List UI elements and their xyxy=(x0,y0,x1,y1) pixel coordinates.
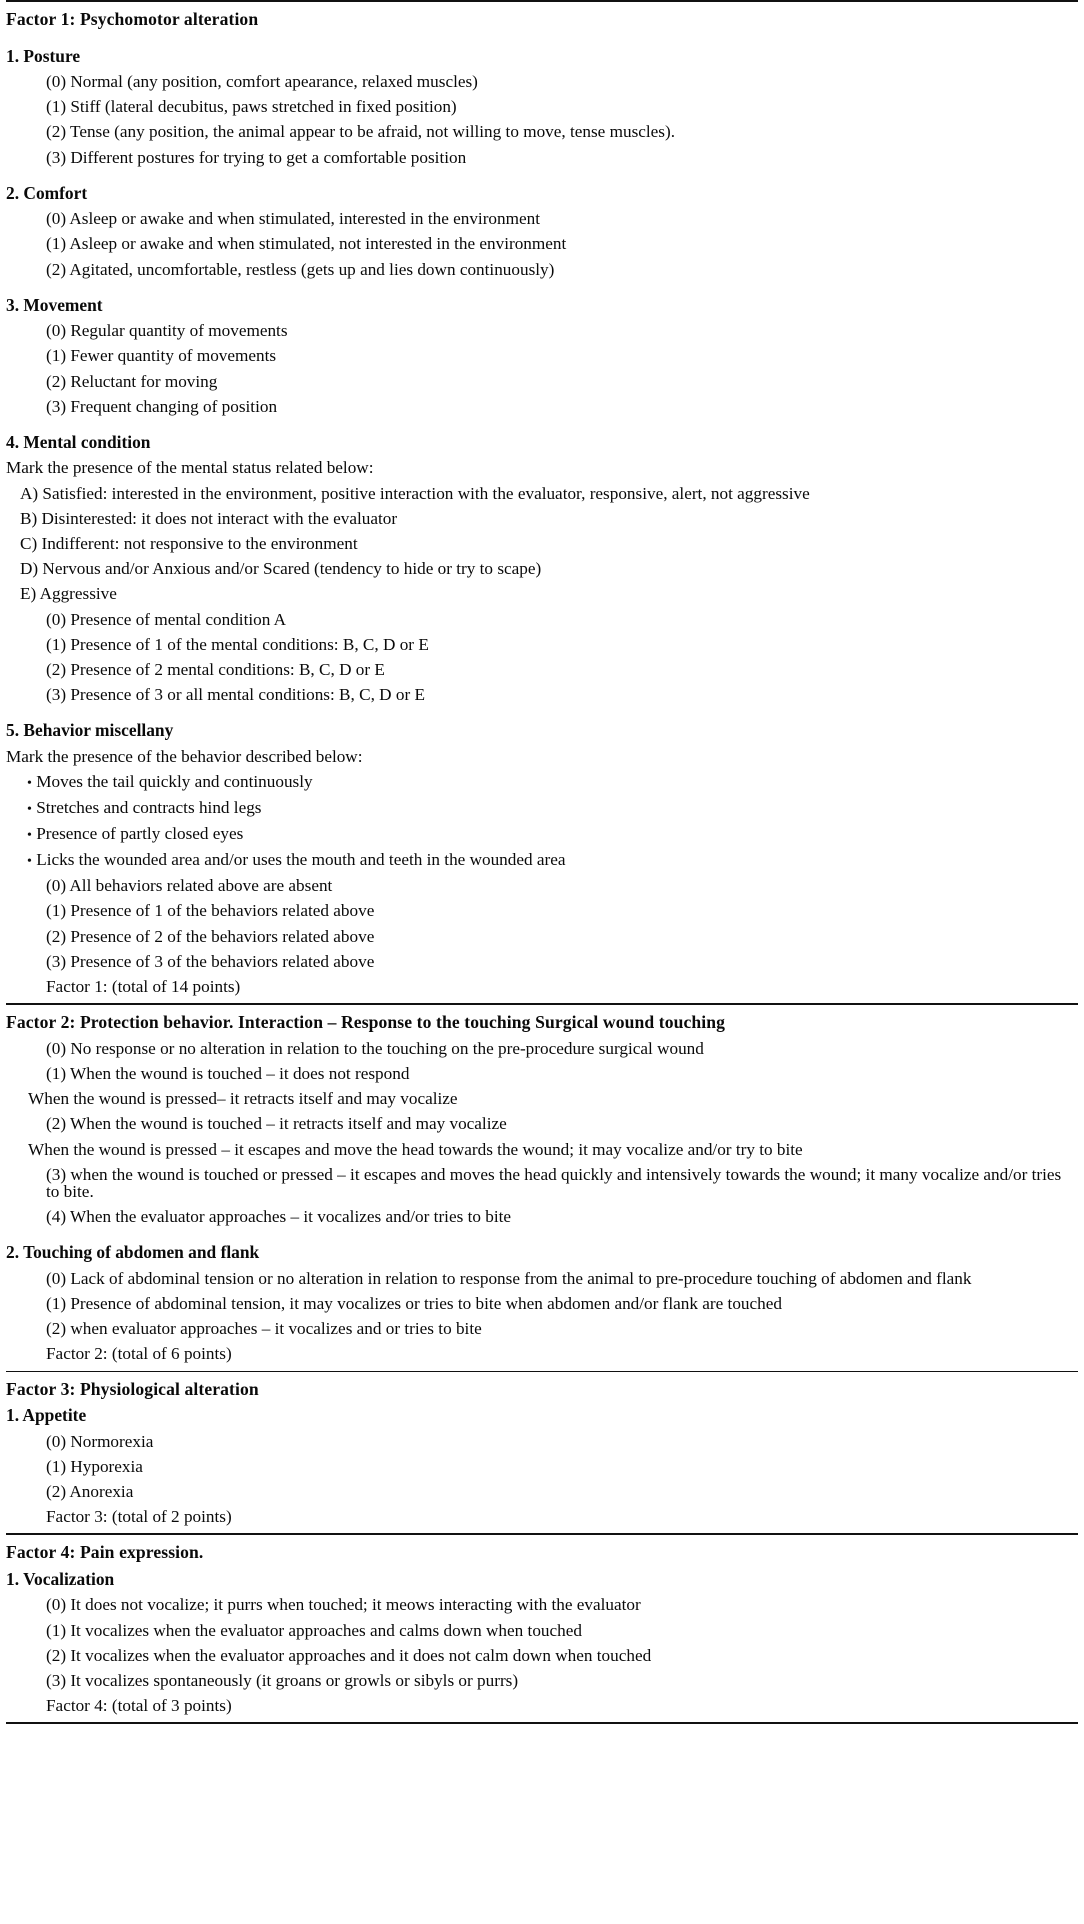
option-abdomen-1: (1) Presence of abdominal tension, it may vocalizes or tries to bite when abdomen and/or flank are touched xyxy=(46,1293,782,1313)
bottom-divider xyxy=(6,1722,1078,1724)
spacer xyxy=(6,1363,1078,1371)
factor-2-note-pressed-2: When the wound is pressed – it escapes and move the head towards the wound; it may vocalize and/or try to bite xyxy=(28,1139,803,1159)
option-behavior-1: (1) Presence of 1 of the behaviors related above xyxy=(46,901,375,921)
option-posture-0: (0) Normal (any position, comfort apearance, relaxed muscles) xyxy=(46,72,478,91)
option-movement-0: (0) Regular quantity of movements xyxy=(46,321,288,341)
item-movement-heading: 3. Movement xyxy=(6,294,103,315)
item-comfort-heading: 2. Comfort xyxy=(6,182,88,203)
option-movement-1: (1) Fewer quantity of movements xyxy=(46,346,277,366)
option-movement-3: (3) Frequent changing of position xyxy=(46,396,278,416)
option-mental-3: (3) Presence of 3 or all mental conditions: B, C, D or E xyxy=(46,685,425,705)
factor-2-option-4: (4) When the evaluator approaches – it vocalizes and/or tries to bite xyxy=(46,1207,512,1227)
bullet-icon: • xyxy=(27,776,32,792)
behavior-bullet-2-label: Stretches and contracts hind legs xyxy=(36,798,262,818)
option-comfort-0: (0) Asleep or awake and when stimulated, interested in the environment xyxy=(46,209,540,229)
factor-2-divider xyxy=(6,1371,1078,1372)
option-mental-2: (2) Presence of 2 mental conditions: B, C, D or E xyxy=(46,660,385,680)
item-touching-abdomen-heading: 2. Touching of abdomen and flank xyxy=(6,1242,260,1263)
mental-condition-c: C) Indifferent: not responsive to the environment xyxy=(20,534,358,554)
option-comfort-1: (1) Asleep or awake and when stimulated, not interested in the environment xyxy=(46,234,567,254)
option-posture-1: (1) Stiff (lateral decubitus, paws stretched in fixed position) xyxy=(46,97,457,117)
bullet-icon: • xyxy=(27,854,32,870)
option-appetite-2: (2) Anorexia xyxy=(46,1481,134,1501)
behavior-bullet-2 xyxy=(6,799,1078,817)
option-vocalization-0: (0) It does not vocalize; it purrs when touched; it meows interacting with the evaluator xyxy=(46,1595,641,1615)
spacer xyxy=(6,995,1078,1003)
mental-condition-d: D) Nervous and/or Anxious and/or Scared (tendency to hide or try to scape) xyxy=(20,559,542,579)
spacer xyxy=(6,1714,1078,1722)
bullet-icon: • xyxy=(27,802,32,818)
factor-1-divider xyxy=(6,1003,1078,1005)
factor-4-total: Factor 4: (total of 3 points) xyxy=(46,1696,232,1716)
factor-1-heading: Factor 1: Psychomotor alteration xyxy=(6,9,259,29)
mental-condition-e: E) Aggressive xyxy=(20,584,117,604)
bullet-icon: • xyxy=(27,828,32,844)
option-mental-0: (0) Presence of mental condition A xyxy=(46,609,287,629)
option-movement-2: (2) Reluctant for moving xyxy=(46,371,218,391)
top-divider xyxy=(6,0,1078,2)
behavior-bullet-1 xyxy=(6,773,1078,791)
behavior-bullet-4 xyxy=(6,851,1078,869)
item-appetite-heading: 1. Appetite xyxy=(6,1405,87,1426)
option-posture-2: (2) Tense (any position, the animal appear to be afraid, not willing to move, tense muscles). xyxy=(46,122,675,142)
option-vocalization-2: (2) It vocalizes when the evaluator approaches and it does not calm down when touched xyxy=(46,1645,652,1665)
option-vocalization-3: (3) It vocalizes spontaneously (it groans or growls or sibyls or purrs) xyxy=(46,1670,519,1690)
item-mental-condition-heading: 4. Mental condition xyxy=(6,432,151,453)
behavior-bullet-4-label: Licks the wounded area and/or uses the mouth and teeth in the wounded area xyxy=(36,850,566,870)
factor-3-divider xyxy=(6,1533,1078,1535)
option-behavior-0: (0) All behaviors related above are absent xyxy=(46,876,333,896)
behavior-bullet-3 xyxy=(6,825,1078,843)
factor-2-total: Factor 2: (total of 6 points) xyxy=(46,1344,232,1364)
mental-condition-b: B) Disinterested: it does not interact with the evaluator xyxy=(20,508,398,528)
item-vocalization-heading: 1. Vocalization xyxy=(6,1568,115,1589)
spacer xyxy=(6,1525,1078,1533)
factor-2-option-0: (0) No response or no alteration in relation to the touching on the pre-procedure surgical wound xyxy=(46,1038,704,1058)
option-abdomen-2: (2) when evaluator approaches – it vocalizes and or tries to bite xyxy=(46,1319,482,1339)
factor-3-heading: Factor 3: Physiological alteration xyxy=(6,1378,259,1399)
factor-3-total: Factor 3: (total of 2 points) xyxy=(46,1507,232,1527)
factor-2-heading: Factor 2: Protection behavior. Interaction – Response to the touching Surgical wound touching xyxy=(6,1012,726,1033)
mental-condition-instruction: Mark the presence of the mental status related below: xyxy=(6,458,374,478)
option-appetite-0: (0) Normorexia xyxy=(46,1431,154,1451)
item-behavior-miscellany-heading: 5. Behavior miscellany xyxy=(6,720,174,741)
factor-2-note-pressed-1: When the wound is pressed– it retracts itself and may vocalize xyxy=(28,1089,458,1109)
option-behavior-2: (2) Presence of 2 of the behaviors related above xyxy=(46,926,375,946)
factor-4-heading: Factor 4: Pain expression. xyxy=(6,1542,204,1563)
option-abdomen-0: (0) Lack of abdominal tension or no alteration in relation to response from the animal to pre-procedure touching of abdomen and flank xyxy=(46,1268,972,1288)
option-mental-1: (1) Presence of 1 of the mental conditions: B, C, D or E xyxy=(46,634,429,654)
item-posture-heading: 1. Posture xyxy=(6,45,81,66)
factor-2-option-2: (2) When the wound is touched – it retracts itself and may vocalize xyxy=(46,1114,507,1134)
option-appetite-1: (1) Hyporexia xyxy=(46,1456,143,1476)
option-comfort-2: (2) Agitated, uncomfortable, restless (gets up and lies down continuously) xyxy=(46,259,555,279)
factor-2-option-1: (1) When the wound is touched – it does not respond xyxy=(46,1063,410,1083)
option-posture-3: (3) Different postures for trying to get a comfortable position xyxy=(46,147,467,167)
mental-condition-a: A) Satisfied: interested in the environment, positive interaction with the evaluator, responsive, alert, not aggressive xyxy=(20,483,810,503)
behavior-instruction: Mark the presence of the behavior described below: xyxy=(6,746,363,766)
factor-2-option-3: (3) when the wound is touched or pressed – it escapes and moves the head quickly and intensively towards the wound; it many vocalize and/or tries to bite. xyxy=(46,1164,1062,1201)
option-behavior-3: (3) Presence of 3 of the behaviors related above xyxy=(46,951,375,971)
behavior-bullet-1-label: Moves the tail quickly and continuously xyxy=(36,772,313,792)
behavior-bullet-3-label: Presence of partly closed eyes xyxy=(36,824,244,844)
factor-1-total: Factor 1: (total of 14 points) xyxy=(46,976,241,996)
option-vocalization-1: (1) It vocalizes when the evaluator approaches and calms down when touched xyxy=(46,1620,582,1640)
